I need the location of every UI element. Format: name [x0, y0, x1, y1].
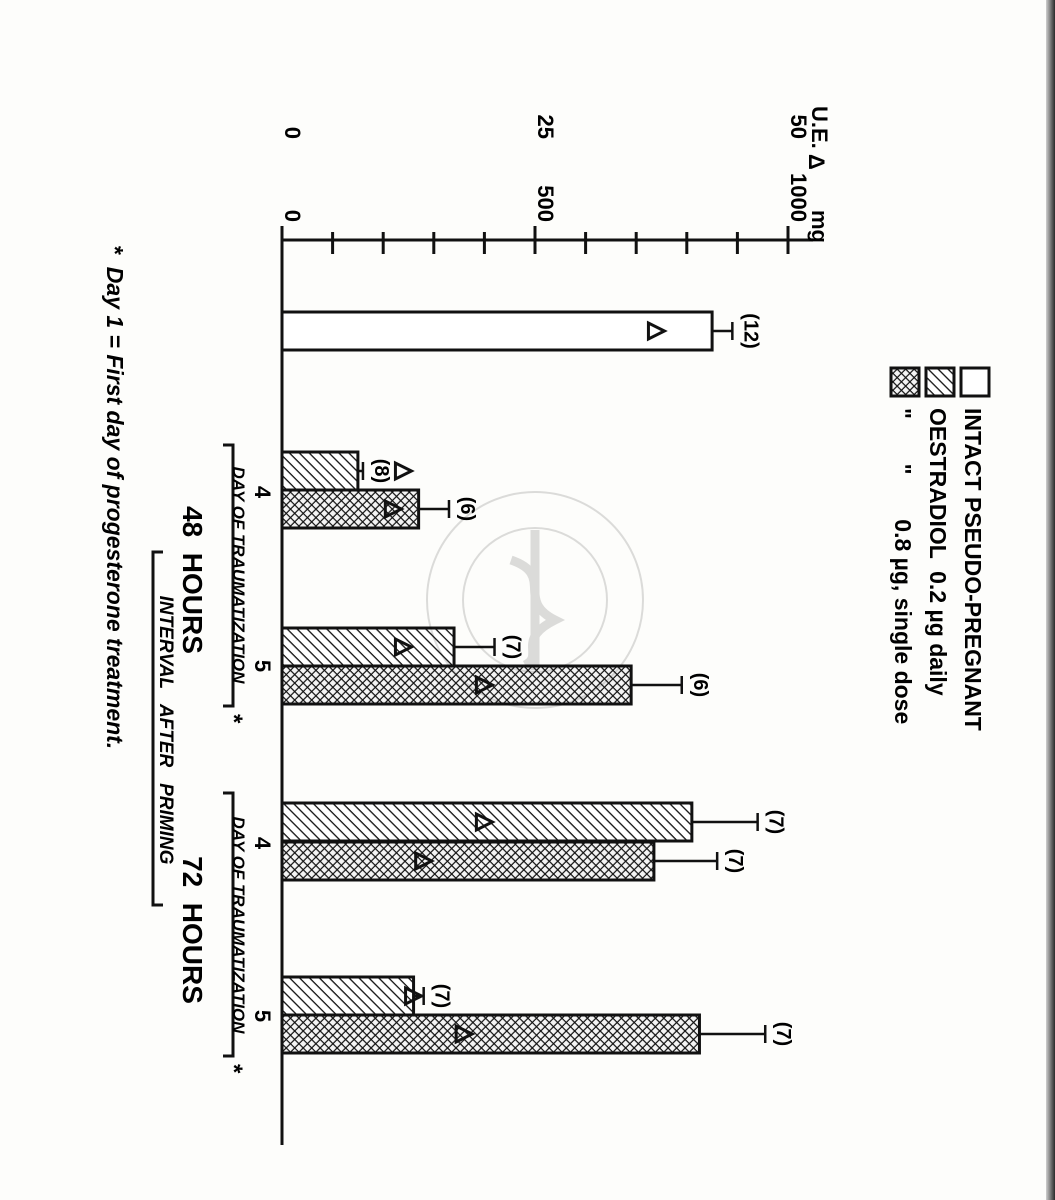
legend [890, 368, 989, 731]
n-label-48h-day5-e08: (6) [688, 672, 711, 698]
day-label-48h-5: 5 [250, 659, 275, 673]
group-48h-labels [177, 445, 275, 724]
group-label-72h: 72 HOURS [177, 856, 208, 1004]
ue-tick-0: 0 [280, 126, 305, 139]
legend-entry-oestradiol-02 [925, 368, 954, 696]
n-label-48h-day4-e08: (6) [455, 496, 478, 522]
n-label-72h-day5-e02: (7) [430, 983, 453, 1009]
mg-tick-0: 0 [280, 209, 305, 222]
ue-tick-25: 25 [533, 114, 558, 139]
bar-72h-day5-e08 [282, 1015, 699, 1053]
legend-entry-intact [960, 368, 989, 731]
legend-entry-oestradiol-08 [890, 368, 919, 724]
n-label-72h-day4-e02: (7) [764, 809, 787, 835]
footnote: * Day 1 = First day of progesterone treatment. [102, 245, 128, 750]
bar-72h-day4-e02 [282, 803, 692, 841]
legend-label-oestradiol-08: " " 0.8 µg, single dose [890, 408, 916, 725]
day-caption-72h: DAY OF TRAUMATIZATION [229, 816, 248, 1034]
legend-label-oestradiol-02: OESTRADIOL 0.2 µg daily [925, 408, 951, 696]
day-label-72h-4: 4 [250, 836, 275, 850]
legend-label-intact: INTACT PSEUDO-PREGNANT [960, 408, 986, 731]
bar-72h-day5-e02 [282, 977, 414, 1015]
n-label-intact-intact: (12) [739, 313, 762, 349]
mg-tick-1000: 1000 [786, 173, 811, 222]
n-label-48h-day5-e02: (7) [501, 634, 524, 660]
ue-marker-48h-day4-e02 [395, 463, 411, 479]
bar-48h-day4-e02 [282, 452, 358, 490]
asterisk-72h: * [220, 1064, 247, 1074]
axis-unit-ue-marker: Δ [804, 154, 829, 170]
interval-label-group [153, 552, 176, 905]
day-label-48h-4: 4 [250, 485, 275, 499]
group-72h-labels [177, 793, 275, 1074]
axis-unit-ue: U.E. [807, 106, 832, 149]
bar-72h-day4-e08 [282, 842, 654, 880]
ue-tick-50: 50 [786, 114, 811, 139]
mg-tick-500: 500 [533, 185, 558, 222]
institute-seal-watermark [415, 480, 655, 720]
axis-unit-mg: mg [807, 210, 832, 243]
asterisk-48h: * [220, 714, 247, 724]
group-label-48h: 48 HOURS [177, 506, 208, 654]
day-caption-48h: DAY OF TRAUMATIZATION [229, 466, 248, 684]
n-label-72h-day4-e08: (7) [724, 848, 747, 874]
interval-label: INTERVAL AFTER PRIMING [155, 595, 176, 865]
day-label-72h-5: 5 [250, 1009, 275, 1023]
n-label-72h-day5-e08: (7) [772, 1021, 795, 1047]
n-label-48h-day4-e02: (8) [369, 458, 392, 484]
